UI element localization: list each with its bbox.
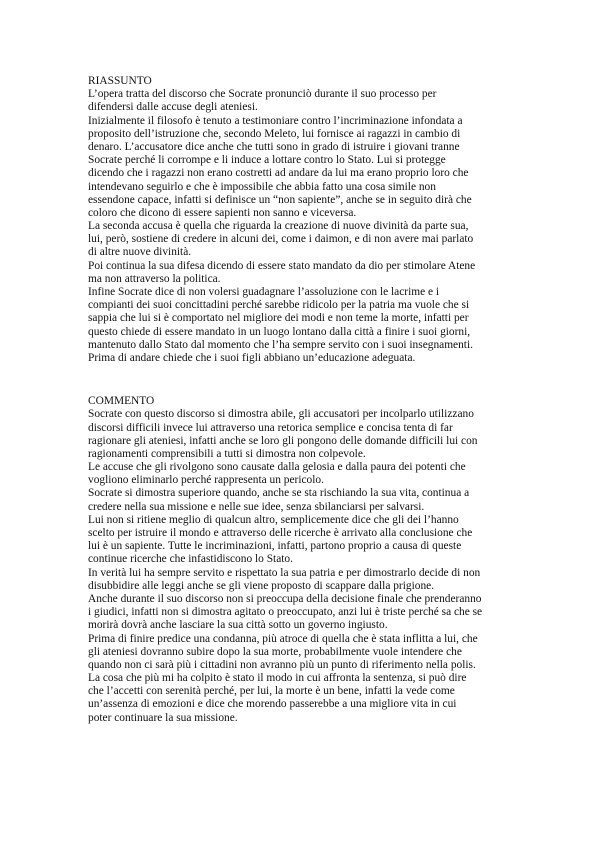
summary-heading: RIASSUNTO: [88, 75, 152, 87]
summary-line: Poi continua la sua difesa dicendo di essere stato mandato da dio per stimolare Atene: [88, 259, 476, 272]
commentary-line: gli ateniesi dovranno subire dopo la sua morte, probabilmente vuole intendere che: [88, 645, 462, 658]
summary-line: coloro che dicono di essere sapienti non sanno e viceversa.: [88, 206, 357, 219]
commentary-line: vogliono eliminarlo perché rappresenta un pericolo.: [88, 474, 324, 487]
commentary-line: disubbidire alle leggi anche se gli viene proposto di scappare dalla prigione.: [88, 579, 435, 592]
commentary-line: Lui non si ritiene meglio di qualcun altro, semplicemente dice che gli dei l’hanno: [88, 513, 459, 526]
commentary-line: i giudici, infatti non si dimostra agitato o preoccupato, anzi lui è triste perché sa che se: [88, 606, 483, 619]
summary-line: intendevano seguirlo e che è impossibile che abbia fatto una cosa simile non: [88, 180, 436, 193]
commentary-line: Prima di finire predice una condanna, più atroce di quella che è stata inflitta a lui, che: [88, 632, 478, 645]
summary-line: di altre nuove divinità.: [88, 246, 192, 259]
summary-line: denaro. L’accusatore dice anche che tutti sono in grado di istruire i giovani tranne: [88, 140, 460, 153]
commentary-section: [88, 395, 513, 725]
summary-line: difendersi dalle accuse degli ateniesi.: [88, 101, 258, 114]
section-spacer: [88, 365, 513, 395]
summary-line: Prima di andare chiede che i suoi figli abbiano un’educazione adeguata.: [88, 351, 416, 364]
summary-line: lui, però, sostiene di credere in alcuni dei, come i daimon, e di non avere mai parlato: [88, 233, 474, 246]
summary-line: Inizialmente il filosofo è tenuto a testimoniare contro l’incriminazione infondata a: [88, 114, 463, 127]
summary-line: Infine Socrate dice di non volersi guadagnare l’assoluzione con le lacrime e i: [88, 286, 440, 298]
summary-body: [88, 88, 513, 365]
commentary-heading: COMMENTO: [88, 395, 155, 408]
commentary-line: morirà dovrà anche lasciare la sua città sotto un governo ingiusto.: [88, 619, 388, 632]
commentary-line: Socrate con questo discorso si dimostra abile, gli accusatori per incolparlo utilizzano: [88, 408, 474, 421]
commentary-line: quando non ci sarà più i cittadini non avranno più un punto di riferimento nella polis.: [88, 658, 476, 671]
commentary-line: ragionamenti comprensibili a tutti si dimostra non colpevole.: [88, 447, 366, 460]
summary-line: questo chiede di essere mandato in un luogo lontano dalla città a finire i suoi giorni,: [88, 325, 471, 338]
summary-line: sappia che lui si è comportato nel migliore dei modi e non teme la morte, infatti per: [88, 312, 469, 325]
summary-line: ma non attraverso la politica.: [88, 272, 221, 285]
commentary-body: [88, 408, 513, 725]
commentary-line: lui è un sapiente. Tutte le incriminazioni, infatti, partono proprio a causa di queste: [88, 540, 462, 553]
commentary-line: ragionare gli ateniesi, infatti anche se loro gli pongono delle domande difficili lui con: [88, 434, 478, 447]
summary-line: essendone capace, infatti si definisce un “non sapiente”, anche se in seguito dirà che: [88, 193, 472, 206]
summary-line: mantenuto dallo Stato dal momento che l’ha sempre servito con i suoi insegnamenti.: [88, 338, 473, 351]
summary-section: [88, 75, 513, 365]
commentary-line: discorsi difficili invece lui attraverso una retorica semplice e concisa tenta di far: [88, 421, 453, 434]
commentary-line: credere nella sua missione e nelle sue idee, senza sbilanciarsi per salvarsi.: [88, 500, 425, 513]
summary-line: proposito dell’istruzione che, secondo Meleto, lui fornisce ai ragazzi in cambio di: [88, 127, 461, 140]
summary-line: dicendo che i ragazzi non erano costretti ad andare da lui ma erano proprio loro che: [88, 167, 469, 180]
commentary-line: continue ricerche che infastidiscono lo Stato.: [88, 553, 293, 566]
summary-line: L’opera tratta del discorso che Socrate pronunciò durante il suo processo per: [88, 88, 437, 101]
summary-line: Socrate perché li corrompe e li induce a lottare contro lo Stato. Lui si protegge: [88, 154, 446, 167]
commentary-line: Anche durante il suo discorso non si preoccupa della decisione finale che prenderanno: [88, 592, 482, 605]
commentary-line: che l’accetti con serenità perché, per lui, la morte è un bene, infatti la vede come: [88, 685, 455, 698]
commentary-line: un’assenza di emozioni e dice che morendo passerebbe a una migliore vita in cui: [88, 698, 457, 711]
commentary-line: Socrate si dimostra superiore quando, anche se sta rischiando la sua vita, continua a: [88, 487, 470, 500]
summary-line: compianti dei suoi concittadini perché sarebbe ridicolo per la patria ma vuole che si: [88, 299, 470, 312]
commentary-line: Le accuse che gli rivolgono sono causate dalla gelosia e dalla paura dei potenti che: [88, 461, 466, 474]
commentary-line: La cosa che più mi ha colpito è stato il modo in cui affronta la sentenza, si può dire: [88, 672, 467, 685]
document-page: [88, 75, 513, 725]
summary-line: La seconda accusa è quella che riguarda la creazione di nuove divinità da parte sua,: [88, 220, 469, 233]
commentary-line: In verità lui ha sempre servito e rispettato la sua patria e per dimostrarlo decide di non: [88, 566, 481, 579]
commentary-line: poter continuare la sua missione.: [88, 711, 238, 724]
commentary-line: scelto per istruire il mondo e attraverso delle ricerche è arrivato alla conclusione che: [88, 527, 473, 539]
